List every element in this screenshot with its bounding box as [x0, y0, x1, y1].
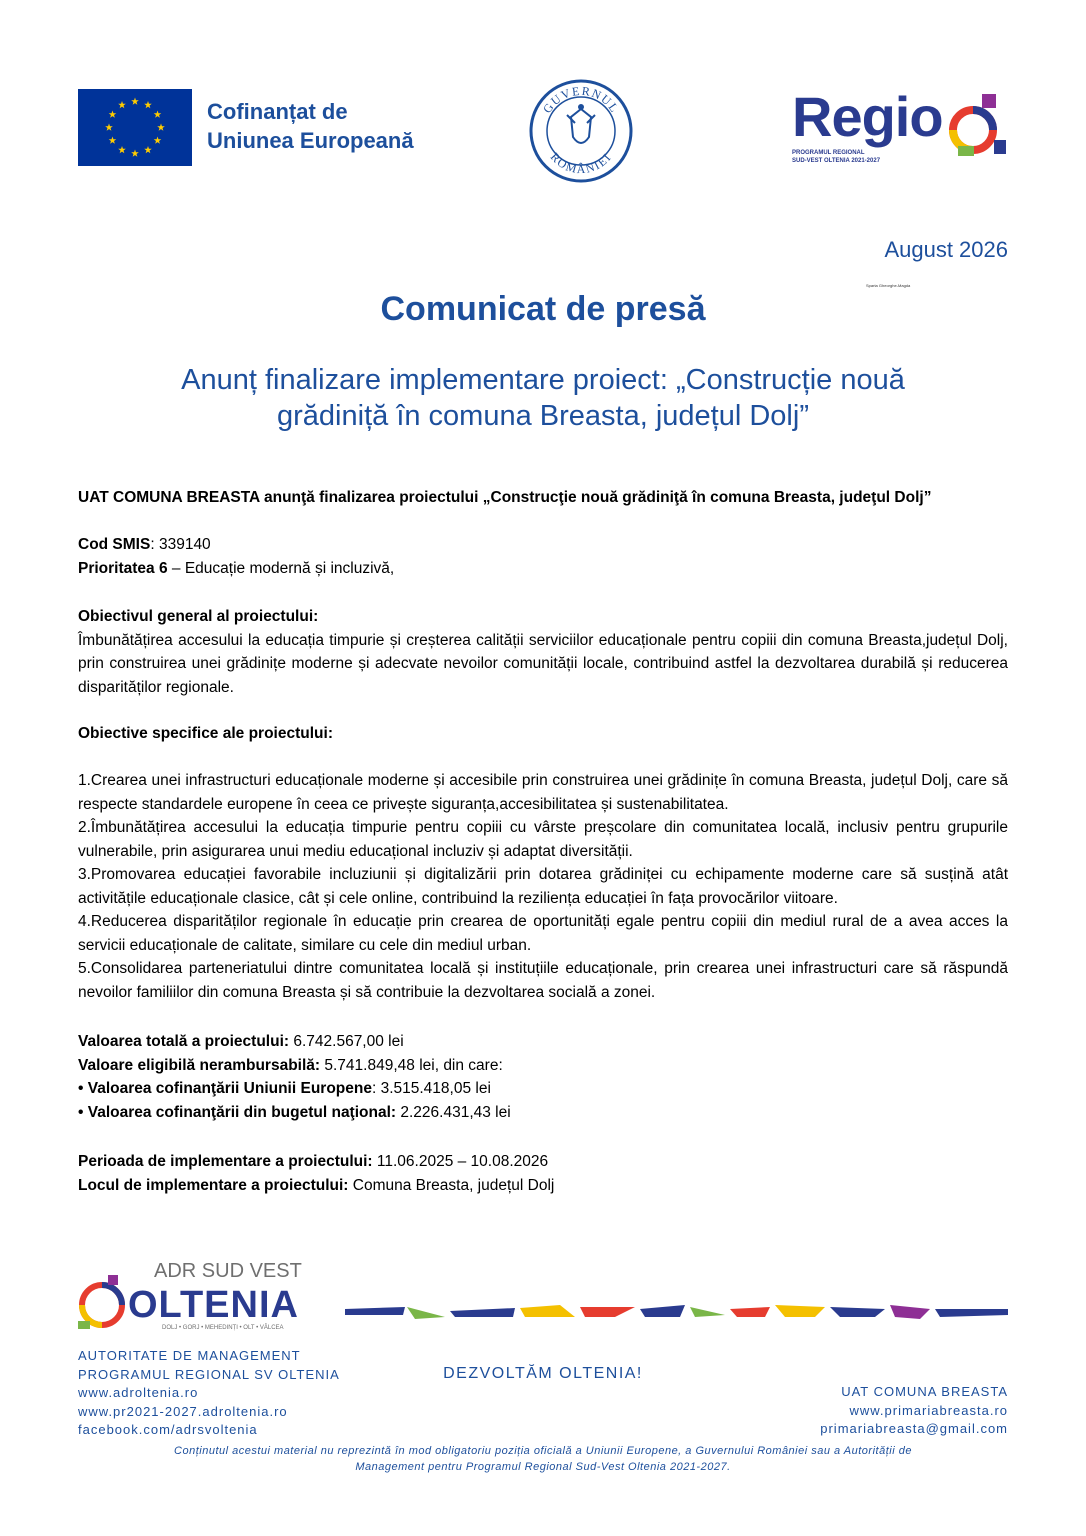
location-line: Locul de implementare a proiectului: Comuna Breasta, județul Dolj [78, 1176, 555, 1194]
regio-logo-word: Regio [792, 85, 943, 148]
svg-text:ADR SUD VEST: ADR SUD VEST [154, 1260, 302, 1282]
general-objective-text: Îmbunătățirea accesului la educația timpurie și creșterea calității serviciilor educaționale pentru copiii din comuna Breasta,județul Dolj, prin construirea unei grădinițe moderne și adecvate nevoilor comunității locale, contribuind astfel la dezvoltarea durabilă și reducerea disparităților regionale. [78, 631, 1008, 696]
national-cofinancing-line: • Valoarea cofinanţării din bugetul naţional: 2.226.431,43 lei [78, 1103, 511, 1121]
primaria-email-link[interactable]: primariabreasta@gmail.com [820, 1421, 1008, 1436]
facebook-link[interactable]: facebook.com/adrsvoltenia [78, 1422, 258, 1437]
eu-text-line2: Uniunea Europeană [207, 128, 414, 153]
eu-cofinancing-line: • Valoarea cofinanţării Uniunii Europene: 3.515.418,05 lei [78, 1080, 491, 1097]
press-date: August 2026 [884, 237, 1008, 262]
eu-star-icon [154, 111, 162, 118]
adr-oltenia-logo [76, 1255, 341, 1335]
implementation-info [78, 1150, 1008, 1197]
primaria-website-link[interactable]: www.primariabreasta.ro [849, 1402, 1008, 1418]
romanian-government-seal [529, 79, 633, 183]
specific-objectives-heading: Obiective specifice ale proiectului: [78, 725, 333, 742]
eu-star-icon [144, 101, 152, 108]
eu-star-icon [118, 146, 126, 153]
eligible-value-line: Valoare eligibilă nerambursabilă: 5.741.849,48 lei, din care: [78, 1056, 503, 1074]
signature-note: Sparta Gheorghe-Magda [866, 283, 911, 288]
eu-star-icon [109, 111, 117, 118]
eu-star-icon [131, 98, 139, 105]
intro-paragraph: UAT COMUNA BREASTA anunţă finalizarea proiectului „Construcţie nouă grădiniţă în comuna Breasta, judeţul Dolj” [78, 489, 932, 506]
eu-text-line1: Cofinanțat de [207, 99, 348, 124]
cod-smis-line: Cod SMIS: 339140 [78, 536, 211, 553]
list-item: 5.Consolidarea parteneriatului dintre comunitatea locală și instituțiile educaționale, prin crearea unei infrastructuri care să răspundă nevoilor familiilor din comuna Breasta și să contribuie la dezvoltarea socială a zonei. [78, 960, 1008, 1001]
slogan: DEZVOLTĂM OLTENIA! [443, 1365, 643, 1382]
eu-stars-icon [78, 89, 192, 166]
regio-subtitle: PROGRAMUL REGIONAL SUD-VEST OLTENIA 2021-2027 [792, 150, 881, 164]
managing-authority-contact: AUTORITATE DE MANAGEMENT PROGRAMUL REGIONAL SV OLTENIA www.adroltenia.ro www.pr2021-2027.adroltenia.ro facebook.com/adrsvoltenia [78, 1347, 340, 1440]
eu-star-icon [144, 146, 152, 153]
eu-cofinanced-text [207, 97, 487, 155]
total-value-line: Valoarea totală a proiectului: 6.742.567,00 lei [78, 1033, 404, 1050]
project-values [78, 1030, 1008, 1124]
eu-star-icon [157, 124, 165, 131]
list-item: 3.Promovarea educației favorabile incluziunii și digitalizării prin dotarea grădiniței cu echipamente moderne care să susțină atât activitățile educaționale clasice, cât și cele online, contribuind la reziliența educației în fața provocărilor viitoare. [78, 866, 1008, 907]
eu-star-icon [131, 150, 139, 157]
list-item: 4.Reducerea disparităților regionale în educație prin crearea de oportunități egale pentru copiii din mediul rural de a avea acces la servicii educaționale de calitate, similare cu cele din mediul urban. [78, 913, 1008, 954]
regio-emblem-icon [940, 92, 1010, 162]
svg-text:OLTENIA: OLTENIA [128, 1284, 299, 1326]
decorative-color-stripe [345, 1303, 1008, 1323]
svg-text:GUVERNUL: GUVERNUL [539, 83, 623, 116]
eu-star-icon [105, 124, 113, 131]
svg-text:DOLJ • GORJ • MEHEDINȚI • OLT: DOLJ • GORJ • MEHEDINȚI • OLT • VÂLCEA [162, 1325, 284, 1331]
eu-star-icon [109, 137, 117, 144]
eu-flag-logo [78, 89, 192, 166]
list-item: 1.Crearea unei infrastructuri educaționale moderne și accesibile prin construirea unei grădinițe în comuna Breasta, județul Dolj, care să respecte standardele europene în ceea ce privește siguranța,accesibilitatea și sustenabilitatea. [78, 772, 1008, 813]
pr2021-link[interactable]: www.pr2021-2027.adroltenia.ro [78, 1403, 288, 1419]
general-objective-section [78, 605, 1008, 699]
disclaimer: Conținutul acestui material nu reprezintă în mod obligatoriu poziția oficială a Uniunii Europene, a Guvernului României sau a Autorității de Management pentru Programul Regional Sud-Vest Oltenia 2021-2027. [174, 1445, 912, 1473]
specific-objectives-list [78, 769, 1008, 1004]
page-subtitle: Anunț finalizare implementare proiect: „Construcție nouă grădiniță în comuna Breasta, județul Dolj” [181, 364, 905, 432]
page-title: Comunicat de presă [380, 290, 706, 328]
adroltenia-link[interactable]: www.adroltenia.ro [78, 1385, 199, 1400]
period-line: Perioada de implementare a proiectului: 11.06.2025 – 10.08.2026 [78, 1153, 549, 1170]
eu-star-icon [154, 137, 162, 144]
prioritate-line: Prioritatea 6 – Educație modernă și incluzivă, [78, 559, 395, 577]
list-item: 2.Îmbunătățirea accesului la educația timpurie pentru copiii cu vârste preșcolare din comunitatea locală, inclusiv pentru grupurile vulnerabile, prin asigurarea unui mediu educațional incluziv și adaptat diversității. [78, 819, 1008, 860]
beneficiary-contact: UAT COMUNA BREASTA www.primariabreasta.ro primariabreasta@gmail.com [820, 1383, 1008, 1439]
eu-star-icon [118, 101, 126, 108]
svg-text:ROMÂNIEI: ROMÂNIEI [547, 149, 615, 177]
general-objective-heading: Obiectivul general al proiectului: [78, 608, 319, 625]
project-codes [78, 533, 1008, 580]
